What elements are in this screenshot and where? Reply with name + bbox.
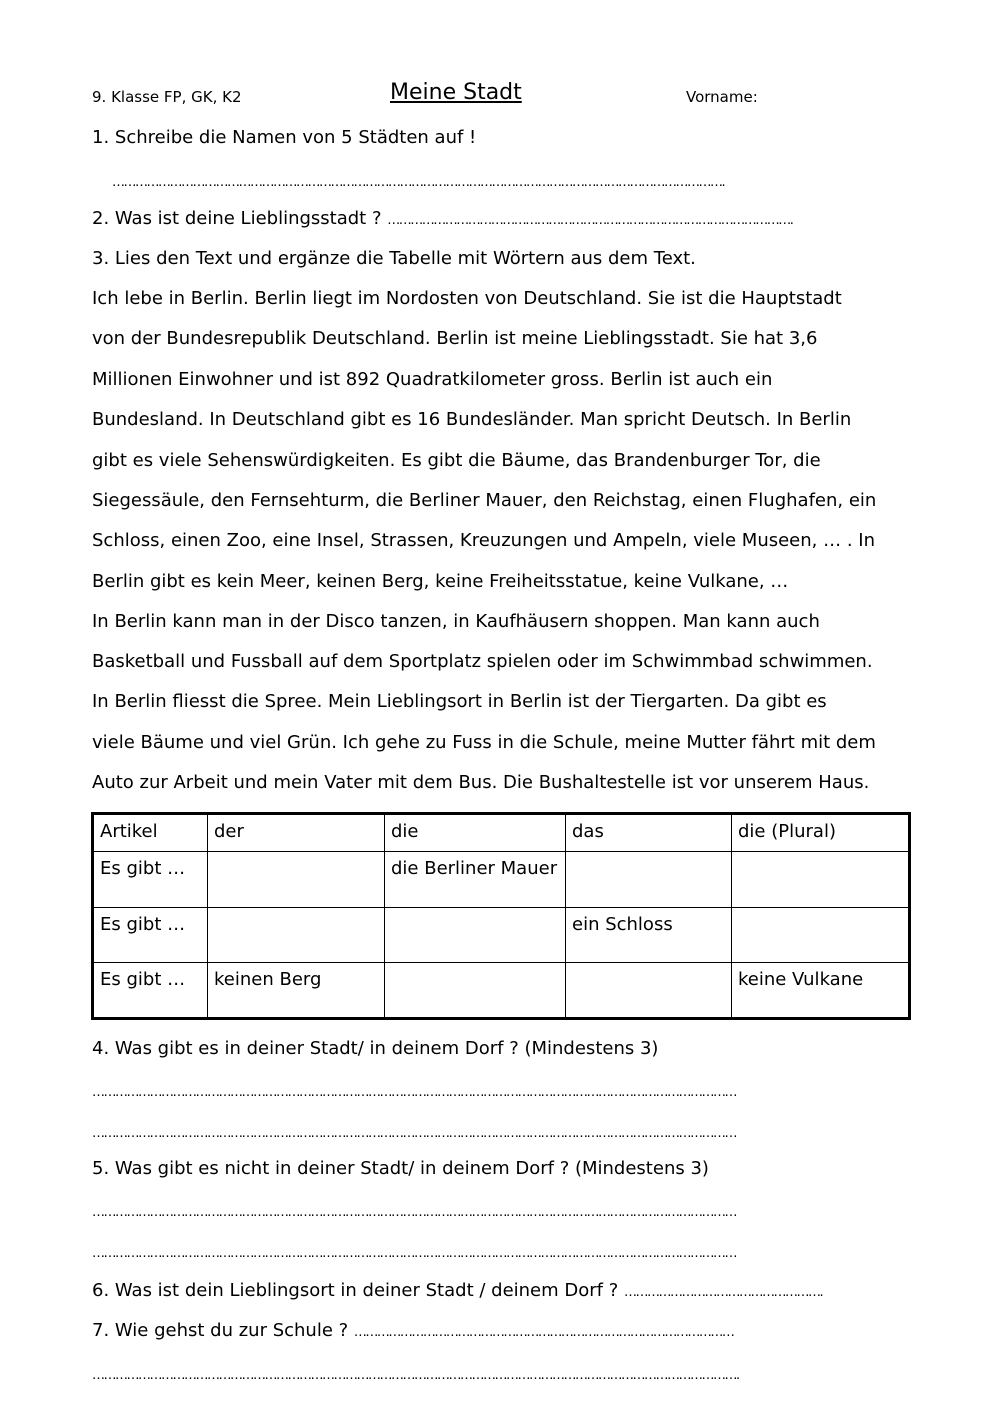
question-7: 7. Wie gehst du zur Schule ? bbox=[92, 1320, 349, 1341]
table-cell[interactable] bbox=[385, 963, 566, 1019]
text-line: Berlin gibt es kein Meer, keinen Berg, keine Freiheitsstatue, keine Vulkane, … bbox=[92, 571, 789, 592]
answer-line-q5-1[interactable]: …………………………………………………………………………………………………………………………………………………… bbox=[92, 1205, 736, 1220]
table-cell[interactable] bbox=[732, 852, 910, 908]
text-line: Auto zur Arbeit und mein Vater mit dem Bus. Die Bushaltestelle ist vor unserem Haus. bbox=[92, 772, 870, 793]
answer-line-q4-1[interactable]: …………………………………………………………………………………………………………………………………………………… bbox=[92, 1085, 736, 1100]
table-cell: Es gibt … bbox=[93, 908, 208, 963]
first-name-label: Vorname: bbox=[686, 88, 758, 106]
table-cell: Es gibt … bbox=[93, 963, 208, 1019]
table-row bbox=[93, 963, 910, 1019]
question-7-row bbox=[92, 1319, 733, 1345]
question-6-row bbox=[92, 1279, 822, 1305]
answer-line-q7-2[interactable]: ……………………………………………………………………………………………………………………………………………………. bbox=[92, 1368, 739, 1383]
answer-line-q4-2[interactable]: …………………………………………………………………………………………………………………………………………………… bbox=[92, 1126, 736, 1141]
table-header-cell: das bbox=[566, 814, 732, 852]
question-5: 5. Was gibt es nicht in deiner Stadt/ in deinem Dorf ? (Mindestens 3) bbox=[92, 1158, 709, 1179]
text-line: Ich lebe in Berlin. Berlin liegt im Nordosten von Deutschland. Sie ist die Hauptstadt bbox=[92, 288, 842, 309]
answer-line-q6[interactable]: ……………………………………………. bbox=[624, 1285, 823, 1300]
table-cell[interactable] bbox=[732, 908, 910, 963]
text-line: Millionen Einwohner und ist 892 Quadratkilometer gross. Berlin ist auch ein bbox=[92, 369, 773, 390]
question-3: 3. Lies den Text und ergänze die Tabelle mit Wörtern aus dem Text. bbox=[92, 248, 696, 269]
table-cell[interactable]: die Berliner Mauer bbox=[385, 852, 566, 908]
class-label: 9. Klasse FP, GK, K2 bbox=[92, 88, 242, 106]
table-cell[interactable]: keinen Berg bbox=[208, 963, 385, 1019]
text-line: In Berlin kann man in der Disco tanzen, in Kaufhäusern shoppen. Man kann auch bbox=[92, 611, 820, 632]
header bbox=[92, 80, 912, 110]
table-row bbox=[93, 908, 910, 963]
table-cell[interactable] bbox=[385, 908, 566, 963]
table-cell[interactable]: ein Schloss bbox=[566, 908, 732, 963]
text-line: von der Bundesrepublik Deutschland. Berlin ist meine Lieblingsstadt. Sie hat 3,6 bbox=[92, 328, 818, 349]
page-title: Meine Stadt bbox=[390, 80, 522, 105]
table-header-row bbox=[93, 814, 910, 852]
table-header-cell: der bbox=[208, 814, 385, 852]
text-line: Siegessäule, den Fernsehturm, die Berliner Mauer, den Reichstag, einen Flughafen, ein bbox=[92, 490, 877, 511]
text-line: viele Bäume und viel Grün. Ich gehe zu Fuss in die Schule, meine Mutter fährt mit dem bbox=[92, 732, 876, 753]
table-cell[interactable] bbox=[566, 852, 732, 908]
article-table bbox=[91, 812, 911, 1020]
table-row bbox=[93, 852, 910, 908]
table-header-cell: die bbox=[385, 814, 566, 852]
question-6: 6. Was ist dein Lieblingsort in deiner Stadt / deinem Dorf ? bbox=[92, 1280, 619, 1301]
table-header-cell: die (Plural) bbox=[732, 814, 910, 852]
question-2: 2. Was ist deine Lieblingsstadt ? bbox=[92, 208, 382, 229]
table-cell[interactable]: keine Vulkane bbox=[732, 963, 910, 1019]
answer-line-q2[interactable]: ……………………………………………………………………………………………. bbox=[387, 213, 793, 228]
table-cell[interactable] bbox=[208, 908, 385, 963]
table-cell: Es gibt … bbox=[93, 852, 208, 908]
text-line: Basketball und Fussball auf dem Sportplatz spielen oder im Schwimmbad schwimmen. bbox=[92, 651, 873, 672]
answer-line-q7[interactable]: ……………………………………………………………………………………… bbox=[353, 1325, 734, 1340]
question-1: 1. Schreibe die Namen von 5 Städten auf ! bbox=[92, 127, 477, 148]
table-cell[interactable] bbox=[566, 963, 732, 1019]
table-header-cell: Artikel bbox=[93, 814, 208, 852]
text-line: Schloss, einen Zoo, eine Insel, Strassen, Kreuzungen und Ampeln, viele Museen, … . In bbox=[92, 530, 875, 551]
text-line: In Berlin fliesst die Spree. Mein Lieblingsort in Berlin ist der Tiergarten. Da gibt es bbox=[92, 691, 827, 712]
text-line: Bundesland. In Deutschland gibt es 16 Bundesländer. Man spricht Deutsch. In Berlin bbox=[92, 409, 852, 430]
answer-line-q5-2[interactable]: …………………………………………………………………………………………………………………………………………………… bbox=[92, 1246, 736, 1261]
answer-line-q1[interactable]: ……………………………………………………………………………………………………………………………………………. bbox=[112, 175, 725, 190]
question-4: 4. Was gibt es in deiner Stadt/ in deinem Dorf ? (Mindestens 3) bbox=[92, 1038, 659, 1059]
question-2-row bbox=[92, 207, 792, 233]
text-line: gibt es viele Sehenswürdigkeiten. Es gibt die Bäume, das Brandenburger Tor, die bbox=[92, 450, 821, 471]
table-cell[interactable] bbox=[208, 852, 385, 908]
